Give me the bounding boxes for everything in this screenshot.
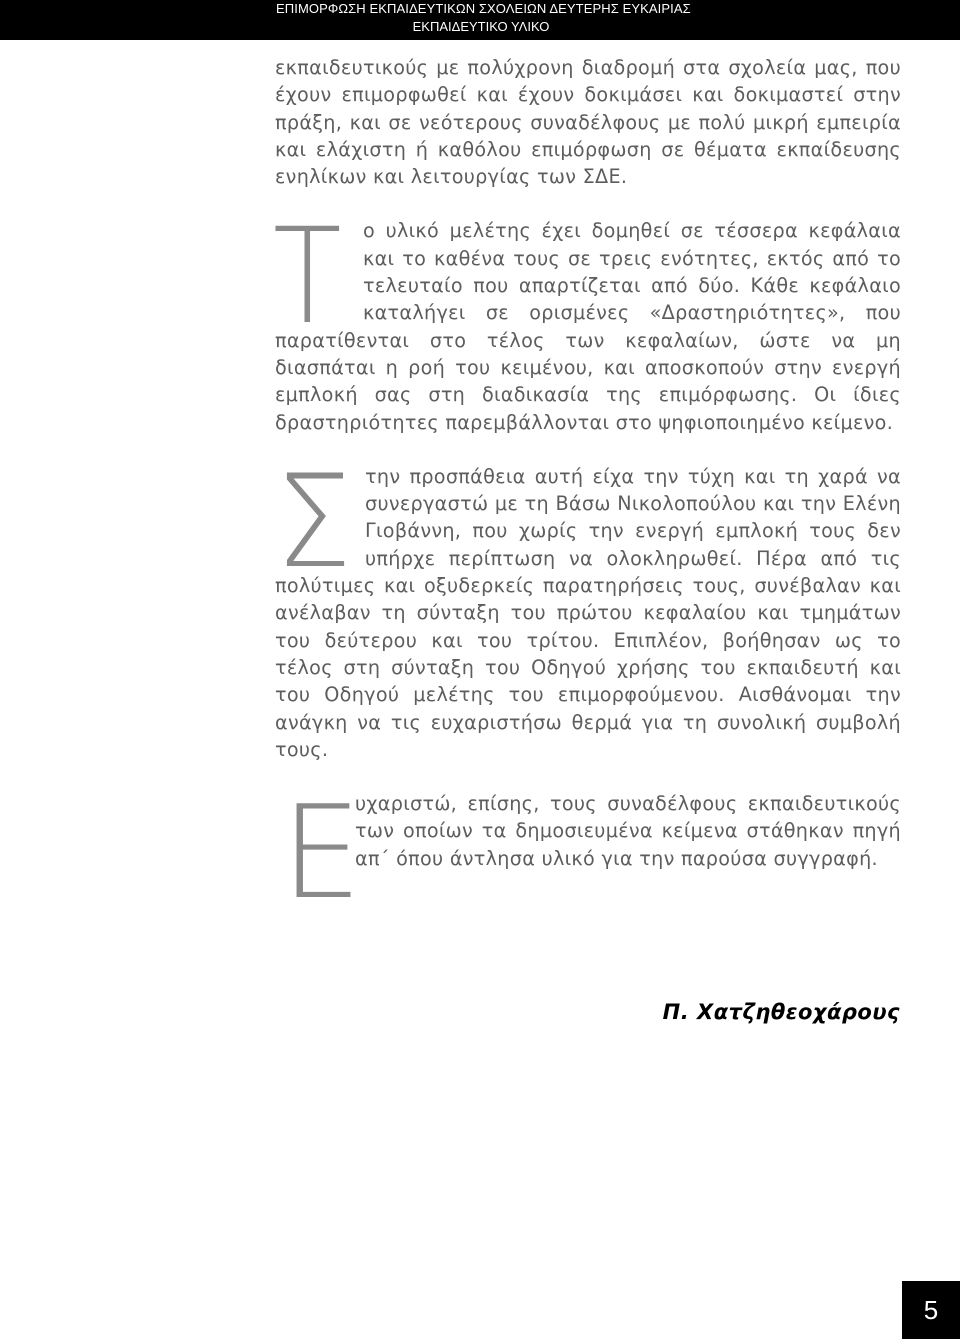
dropcap-s: Σ: [275, 447, 353, 597]
page-number: 5: [902, 1281, 960, 1339]
paragraph-2: [273, 200, 901, 435]
header-title: ΕΠΙΜΟΡΦΩΣΗ ΕΚΠΑΙΔΕΥΤΙΚΩΝ ΣΧΟΛΕΙΩΝ ΔΕΥΤΕΡΗΣ ΕΥΚΑΙΡΙΑΣ: [276, 1, 691, 16]
paragraph-3: [275, 447, 901, 763]
paragraph-2-text: ο υλικό μελέτης έχει δομηθεί σε τέσσερα κεφάλαια και το καθένα τους σε τρεις ενότητες, εκτός από το τελευταίο που απαρτίζεται από δύο. Κάθε κεφάλαιο καταλήγει σε ορισμένες «Δραστηριότητες», που παρατίθενται στο τέλος των κεφαλαίων, ώστε να μη διασπάται η ροή του κειμένου, και αποσκοπούν στην ενεργή εμπλοκή σας στη διαδικασία της επιμόρφωσης. Οι ίδιες δραστηριότητες παρεμβάλλονται στο ψηφιοποιημένο κείμενο.: [275, 219, 901, 434]
paragraph-1: εκπαιδευτικούς με πολύχρονη διαδρομή στα σχολεία μας, που έχουν επιμορφωθεί και έχουν δοκιμάσει και δοκιμαστεί στην πράξη, και σε νεότερους συναδέλφους με πολύ μικρή εμπειρία και ελάχιστη ή καθόλου επιμόρφωση σε θέματα εκπαίδευσης ενηλίκων και λειτουργίας των ΣΔΕ.: [275, 56, 901, 189]
paragraph-4-text: υχαριστώ, επίσης, τους συναδέλφους εκπαιδευτικούς των οποίων τα δημοσιευμένα κείμενα στάθηκαν πηγή απ΄ όπου άντλησα υλικό για την παρούσα συγγραφή.: [355, 792, 901, 870]
body-text: [273, 54, 901, 929]
dropcap-e: Ε: [281, 779, 363, 929]
header-subtitle: ΕΚΠΑΙΔΕΥΤΙΚΟ ΥΛΙΚΟ: [412, 19, 550, 34]
paragraph-3-text: την προσπάθεια αυτή είχα την τύχη και τη χαρά να συνεργαστώ με τη Βάσω Νικολοπούλου και την Ελένη Γιοβάννη, που χωρίς την ενεργή εμπλοκή τους δεν υπήρχε περίπτωση να ολοκληρωθεί. Πέρα από τις πολύτιμες και οξυδερκείς παρατηρήσεις τους, συνέβαλαν και ανέλαβαν τη σύνταξη του πρώτου κεφαλαίου και τμημάτων του δεύτερου και του τρίτου. Επιπλέον, βοήθησαν ως το τέλος στη σύνταξη του Οδηγού χρήσης του εκπαιδευτή και του Οδηγού μελέτης του επιμορφούμενου. Αισθάνομαι την ανάγκη να τις ευχαριστήσω θερμά για τη συνολική συμβολή τους.: [275, 464, 901, 761]
paragraph-4: [275, 779, 901, 929]
page-header: [0, 0, 960, 40]
author-signature: Π. Χατζηθεοχάρους: [662, 1000, 900, 1024]
dropcap-t: Τ: [273, 200, 342, 355]
